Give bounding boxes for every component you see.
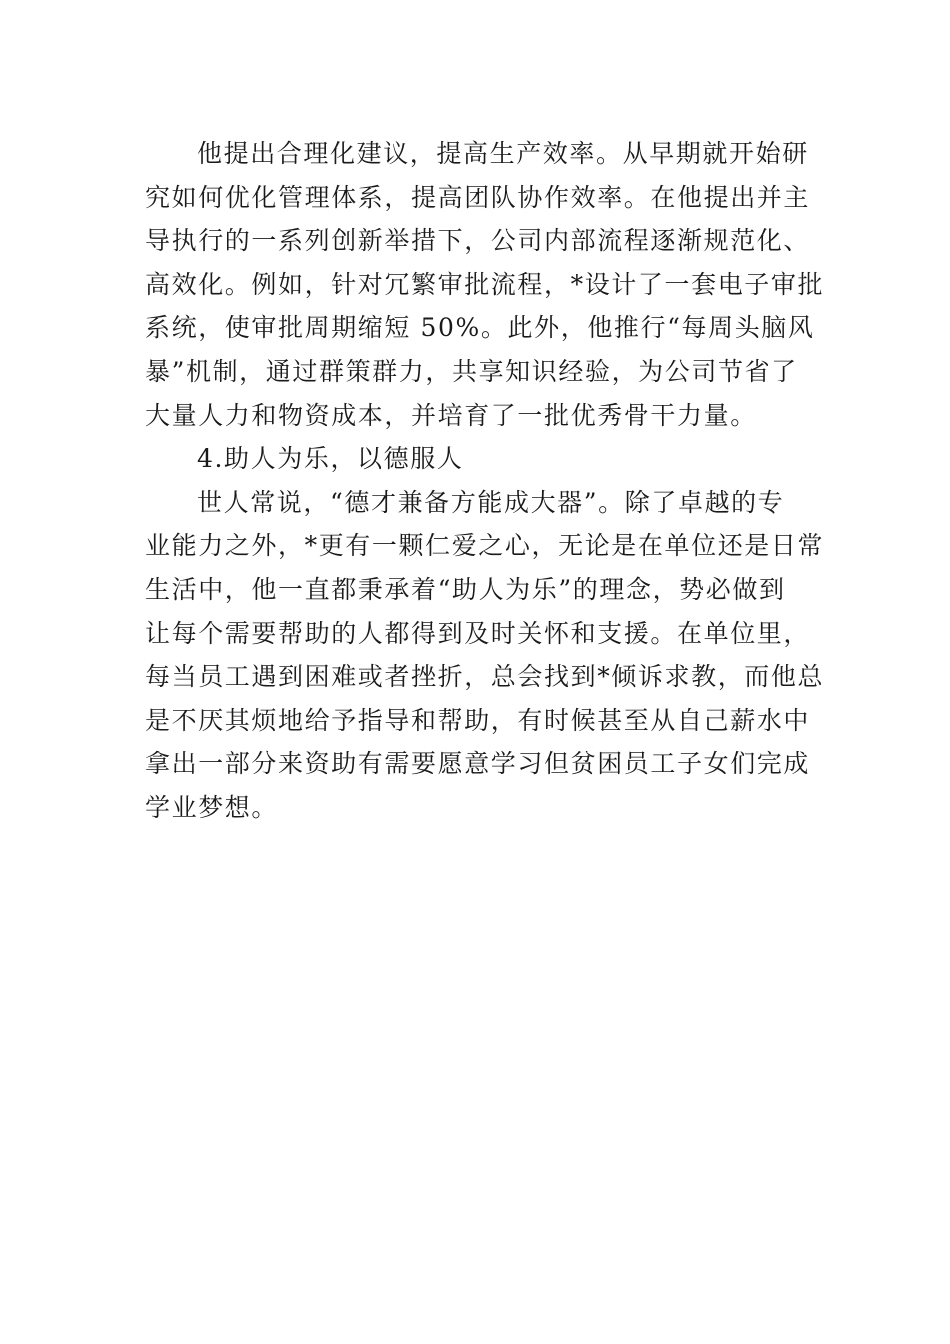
text-line: 生活中，他一直都秉承着“助人为乐”的理念，势必做到	[145, 574, 786, 604]
section-heading: 4.助人为乐，以德服人	[197, 444, 464, 474]
document-body	[145, 132, 825, 830]
text-line: 让每个需要帮助的人都得到及时关怀和支援。在单位里，	[145, 618, 811, 648]
text-line: 业能力之外，*更有一颗仁爱之心，无论是在单位还是日常	[145, 531, 825, 561]
text-line: 大量人力和物资成本，并培育了一批优秀骨干力量。	[145, 400, 757, 430]
text-line: 拿出一部分来资助有需要愿意学习但贫困员工子女们完成	[145, 749, 811, 779]
text-line: 是不厌其烦地给予指导和帮助，有时候甚至从自己薪水中	[145, 705, 811, 735]
text-line: 系统，使审批周期缩短 50%。此外，他推行“每周头脑风	[145, 313, 815, 343]
text-line: 学业梦想。	[145, 792, 279, 822]
text-line: 暴”机制，通过群策群力，共享知识经验，为公司节省了	[145, 356, 798, 386]
text-line: 每当员工遇到困难或者挫折，总会找到*倾诉求教，而他总	[145, 662, 825, 692]
text-line: 究如何优化管理体系，提高团队协作效率。在他提出并主	[145, 182, 811, 212]
text-line: 世人常说，“德才兼备方能成大器”。除了卓越的专	[197, 487, 785, 517]
paragraph-1	[145, 132, 825, 437]
text-line: 高效化。例如，针对冗繁审批流程，*设计了一套电子审批	[145, 269, 825, 299]
paragraph-2	[145, 481, 825, 830]
text-line: 他提出合理化建议，提高生产效率。从早期就开始研	[197, 139, 809, 168]
text-line: 导执行的一系列创新举措下，公司内部流程逐渐规范化、	[145, 226, 811, 256]
